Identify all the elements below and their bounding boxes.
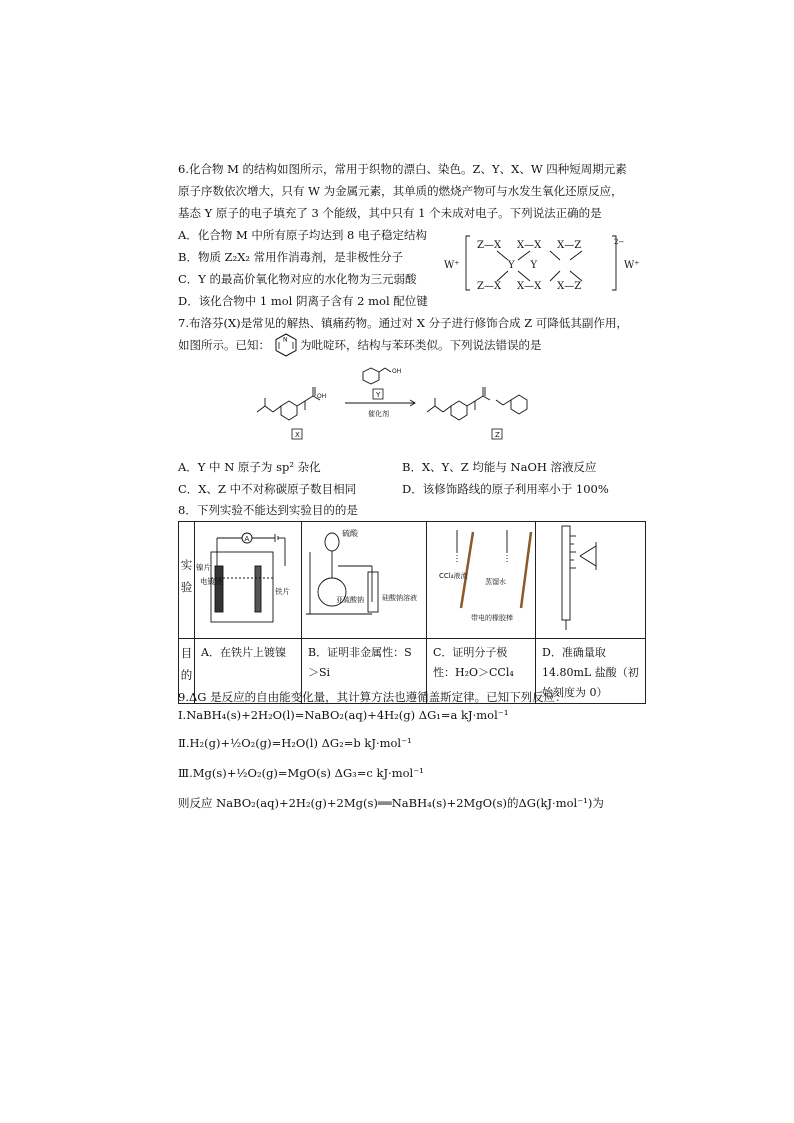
q8-row2-header: 目 的 [180, 646, 193, 682]
q8-purpose-b: B．证明非金属性：S＞Si [308, 646, 412, 679]
q7-catalyst-label: 催化剂 [368, 410, 389, 418]
svg-text:N: N [283, 336, 288, 344]
pyridine-ring-icon [274, 332, 298, 358]
q6-charge: 2− [614, 238, 625, 246]
q6-structure-figure [442, 232, 652, 294]
q8-row1-header: 实 验 [180, 558, 193, 594]
q8-fig-b-cell [302, 522, 427, 639]
q6-top-row: Z—X X—X X—Z [477, 240, 582, 251]
q8-fig-d-burette [536, 522, 646, 635]
q9-reaction-2: Ⅱ.H₂(g)+½O₂(g)=H₂O(l) ΔG₂=b kJ·mol⁻¹ [178, 736, 412, 750]
q8-fig-b-acidity [302, 522, 427, 635]
q8-fig-c-cell [427, 522, 536, 639]
q7-option-b: B．X、Y、Z 均能与 NaOH 溶液反应 [402, 460, 597, 474]
q7-option-c: C．X、Z 中不对称碳原子数目相同 [178, 482, 357, 496]
q7-x-oh-label: OH [317, 393, 327, 400]
q9-reaction-3: Ⅲ.Mg(s)+½O₂(g)=MgO(s) ΔG₃=c kJ·mol⁻¹ [178, 766, 424, 780]
q8-fig-c-water: 蒸馏水 [485, 578, 506, 586]
q9-question: 则反应 NaBO₂(aq)+2H₂(g)+2Mg(s)══NaBH₄(s)+2MgO(s)的ΔG(kJ·mol⁻¹)为 [178, 796, 604, 810]
q9-stem: 9.ΔG 是反应的自由能变化量，其计算方法也遵循盖斯定律。已知下列反应： [178, 690, 567, 704]
q8-fig-c-polarity [427, 522, 536, 635]
q7-z-label: Z [495, 431, 500, 439]
q8-purpose-d: D．准确量取 14.80mL 盐酸（初始刻度为 0） [542, 646, 639, 699]
q6-cation-left: W⁺ [444, 260, 460, 271]
q6-stem-line3: 基态 Y 原子的电子填充了 3 个能级，其中只有 1 个未成对电子。下列说法正确的是 [178, 206, 602, 220]
q8-fig-a-cell [195, 522, 302, 639]
q7-stem-line2a: 如图所示。已知： [178, 338, 270, 352]
q7-y-oh-label: OH [392, 368, 402, 375]
q6-cation-right: W⁺ [624, 260, 640, 271]
q8-fig-d-cell [536, 522, 646, 639]
q8-fig-b-sulfite: 亚硫酸钠 [336, 596, 364, 604]
q8-fig-a-nickel: 镍片 [196, 563, 211, 572]
q9-reaction-1: Ⅰ.NaBH₄(s)+2H₂O(l)=NaBO₂(aq)+4H₂(g) ΔG₁=a kJ·mol⁻¹ [178, 708, 509, 722]
q6-mid-row: Y Y [508, 260, 538, 271]
q6-stem-line2: 原子序数依次增大，只有 W 为金属元素，其单质的燃烧产物可与水发生氧化还原反应， [178, 184, 623, 198]
q6-option-c: C．Y 的最高价氧化物对应的水化物为三元弱酸 [178, 272, 417, 286]
q7-stem-line2b: 为吡啶环，结构与苯环类似。下列说法错误的是 [300, 338, 542, 352]
q8-fig-c-ccl4: CCl₄液流 [439, 572, 468, 580]
q8-fig-a-ammeter: A [244, 535, 250, 543]
q7-option-a: A．Y 中 N 原子为 sp² 杂化 [178, 460, 321, 474]
q8-experiment-table [178, 521, 646, 704]
q8-stem: 8．下列实验不能达到实验目的的是 [178, 503, 358, 517]
q8-fig-a-iron: 铁片 [275, 587, 290, 596]
q7-reaction-scheme [255, 360, 555, 446]
q6-structure-svg [442, 232, 652, 294]
q8-experiment-row [179, 522, 646, 639]
q8-purpose-c: C．证明分子极性：H₂O＞CCl₄ [433, 646, 514, 679]
q6-bot-row: Z—X X—X X—Z [477, 281, 582, 292]
q8-purpose-a: A．在铁片上镀镍 [201, 646, 286, 659]
q8-fig-c-rod: 带电的橡胶棒 [471, 614, 513, 622]
q7-y-label: Y [376, 391, 381, 399]
q8-fig-a-electroplating [195, 522, 302, 635]
q6-option-d: D．该化合物中 1 mol 阴离子含有 2 mol 配位键 [178, 294, 428, 308]
q8-fig-b-silicate: 硅酸钠溶液 [382, 594, 417, 602]
q8-fig-b-acid: 硫酸 [342, 529, 358, 538]
q8-row1-header-cell [179, 522, 195, 639]
q6-option-b: B．物质 Z₂X₂ 常用作消毒剂，是非极性分子 [178, 250, 404, 264]
q6-stem-line1: 6.化合物 M 的结构如图所示，常用于织物的漂白、染色。Z、Y、X、W 四种短周期元素 [178, 162, 627, 176]
q7-x-label: X [295, 431, 300, 439]
q7-option-d: D．该修饰路线的原子利用率小于 100% [402, 482, 609, 496]
q7-stem-line1: 7.布洛芬(X)是常见的解热、镇痛药物。通过对 X 分子进行修饰合成 Z 可降低其副作用， [178, 316, 628, 330]
q6-option-a: A．化合物 M 中所有原子均达到 8 电子稳定结构 [178, 228, 428, 242]
q8-fig-a-plating: 电镀液 [200, 577, 223, 586]
